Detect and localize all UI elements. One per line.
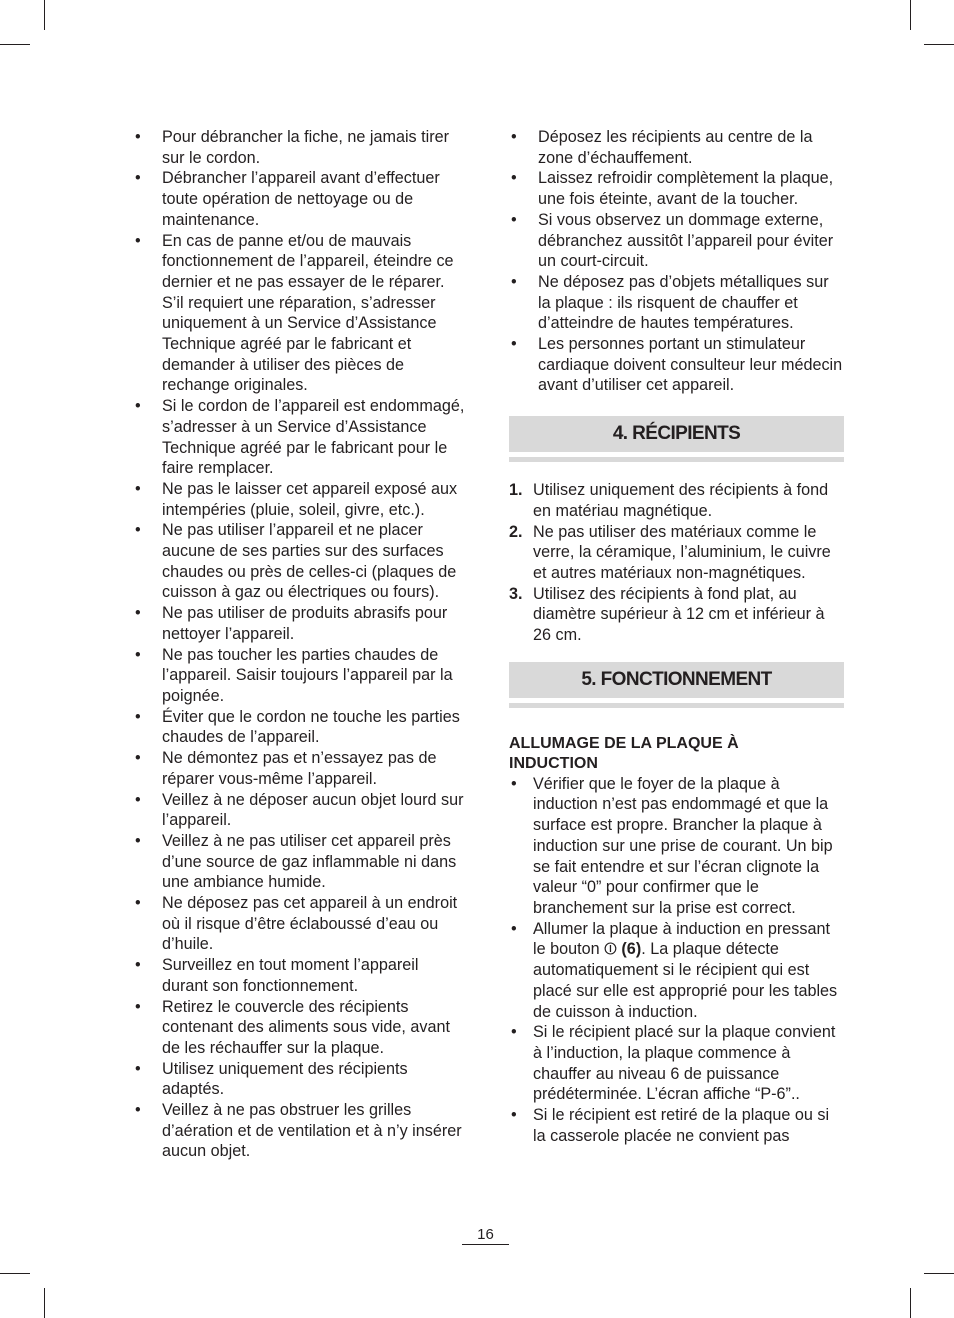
list-item: • Les personnes portant un stimulateur cardiaque doivent consulteur leur médecin avant d’utiliser cet appareil. [509,334,844,396]
list-item: • Laissez refroidir complètement la plaque, une fois éteinte, avant de la toucher. [509,168,844,209]
safety-list-continued [509,127,844,396]
list-item: • Ne pas utiliser de produits abrasifs pour nettoyer l’appareil. [133,603,468,644]
list-item: • Ne déposez pas d’objets métalliques sur la plaque : ils risquent de chauffer et d’atteindre de hautes températures. [509,272,844,334]
button-reference: (6) [621,940,642,959]
list-item [509,480,844,521]
item-text: Utilisez uniquement des récipients à fond en matériau magnétique. [533,481,829,520]
subsection-title: ALLUMAGE DE LA PLAQUE À INDUCTION [509,734,739,772]
section-4-title: 4. RÉCIPIENTS [509,416,844,452]
list-item: • Éviter que le cordon ne touche les parties chaudes de l’appareil. [133,707,468,748]
list-item: • Retirez le couvercle des récipients contenant des aliments sous vide, avant de les réchauffer sur la plaque. [133,997,468,1059]
list-item: • Ne déposez pas cet appareil à un endroit où il risque d’être éclaboussé d’eau ou d’huile. [133,893,468,955]
list-item: • Vérifier que le foyer de la plaque à induction n’est pas endommagé et que la surface est propre. Brancher la plaque à induction sur une prise de courant. Un bip se fait entendre et sur l’écran clignote la valeur “0” pour confirmer que le branchement sur la prise est correct. [509,774,844,919]
list-item: • Si le cordon de l’appareil est endommagé, s’adresser à un Service d’Assistance Technique agréé par le fabricant pour le faire remplacer. [133,396,468,479]
list-item: • Allumer la plaque à induction en pressant le bouton ⏼ (6). La plaque détecte automatiquement si le récipient qui est placé sur elle est approprié pour les tables de cuisson à induction. [509,919,844,1023]
crop-mark [924,1273,954,1274]
crop-mark [0,1273,30,1274]
list-item: • Ne pas toucher les parties chaudes de l’appareil. Saisir toujours l’appareil par la poignée. [133,645,468,707]
crop-mark [924,44,954,45]
list-item: • Ne pas le laisser cet appareil exposé aux intempéries (pluie, soleil, givre, etc.). [133,479,468,520]
left-column [133,127,468,1162]
list-item: • Veillez à ne déposer aucun objet lourd sur l’appareil. [133,790,468,831]
crop-mark [44,1288,45,1318]
crop-mark [910,1288,911,1318]
operation-list [509,774,844,1147]
list-item: • Veillez à ne pas obstruer les grilles d’aération et de ventilation et à n’y insérer aucun objet. [133,1100,468,1162]
list-item: • Surveillez en tout moment l’appareil durant son fonctionnement. [133,955,468,996]
list-item: • Si le récipient est retiré de la plaque ou si la casserole placée ne convient pas [509,1105,844,1146]
recipients-list [509,480,844,646]
list-item [509,584,844,646]
page-number-rule [462,1244,509,1245]
item-text: Utilisez des récipients à fond plat, au diamètre supérieur à 12 cm et inférieur à 26 cm. [533,584,825,645]
list-item: • Ne démontez pas et n’essayez pas de réparer vous-même l’appareil. [133,748,468,789]
list-item: • Déposez les récipients au centre de la zone d’échauffement. [509,127,844,168]
list-item: • Pour débrancher la fiche, ne jamais tirer sur le cordon. [133,127,468,168]
crop-mark [910,0,911,30]
safety-list [133,127,468,1162]
list-item [509,522,844,584]
item-number: 2. [509,522,523,541]
item-number: 1. [509,481,523,500]
item-number: 3. [509,584,523,603]
item-text: Ne pas utiliser des matériaux comme le verre, la céramique, l’aluminium, le cuivre et autres matériaux non-magnétiques. [533,522,831,582]
crop-mark [44,0,45,30]
list-item: • Si le récipient placé sur la plaque convient à l’induction, la plaque commence à chauffer au niveau 6 de puissance prédéterminée. L’écran affiche “P-6”.. [509,1022,844,1105]
crop-mark [0,44,30,45]
list-item: • Si vous observez un dommage externe, débranchez aussitôt l’appareil pour éviter un court-circuit. [509,210,844,272]
list-item: • Utilisez uniquement des récipients adaptés. [133,1059,468,1100]
list-item: • Ne pas utiliser l’appareil et ne placer aucune de ses parties sur des surfaces chaudes ou près de celles-ci (plaques de cuisson à gaz ou électriques ou fours). [133,520,468,603]
list-item: • Débrancher l’appareil avant d’effectuer toute opération de nettoyage ou de maintenance. [133,168,468,230]
right-column [509,127,844,1146]
power-icon: ⏼ [604,940,617,959]
page-number: 16 [477,1226,494,1243]
section-5-title: 5. FONCTIONNEMENT [509,662,844,698]
list-item: • En cas de panne et/ou de mauvais fonctionnement de l’appareil, éteindre ce dernier et ne pas essayer de le réparer. S’il requiert une réparation, s’adresser uniquement à un Service d’Assistance Technique agréé par le fabricant et demander à utiliser des pièces de rechange originales. [133,231,468,397]
list-item: • Veillez à ne pas utiliser cet appareil près d’une source de gaz inflammable ni dans une ambiance humide. [133,831,468,893]
